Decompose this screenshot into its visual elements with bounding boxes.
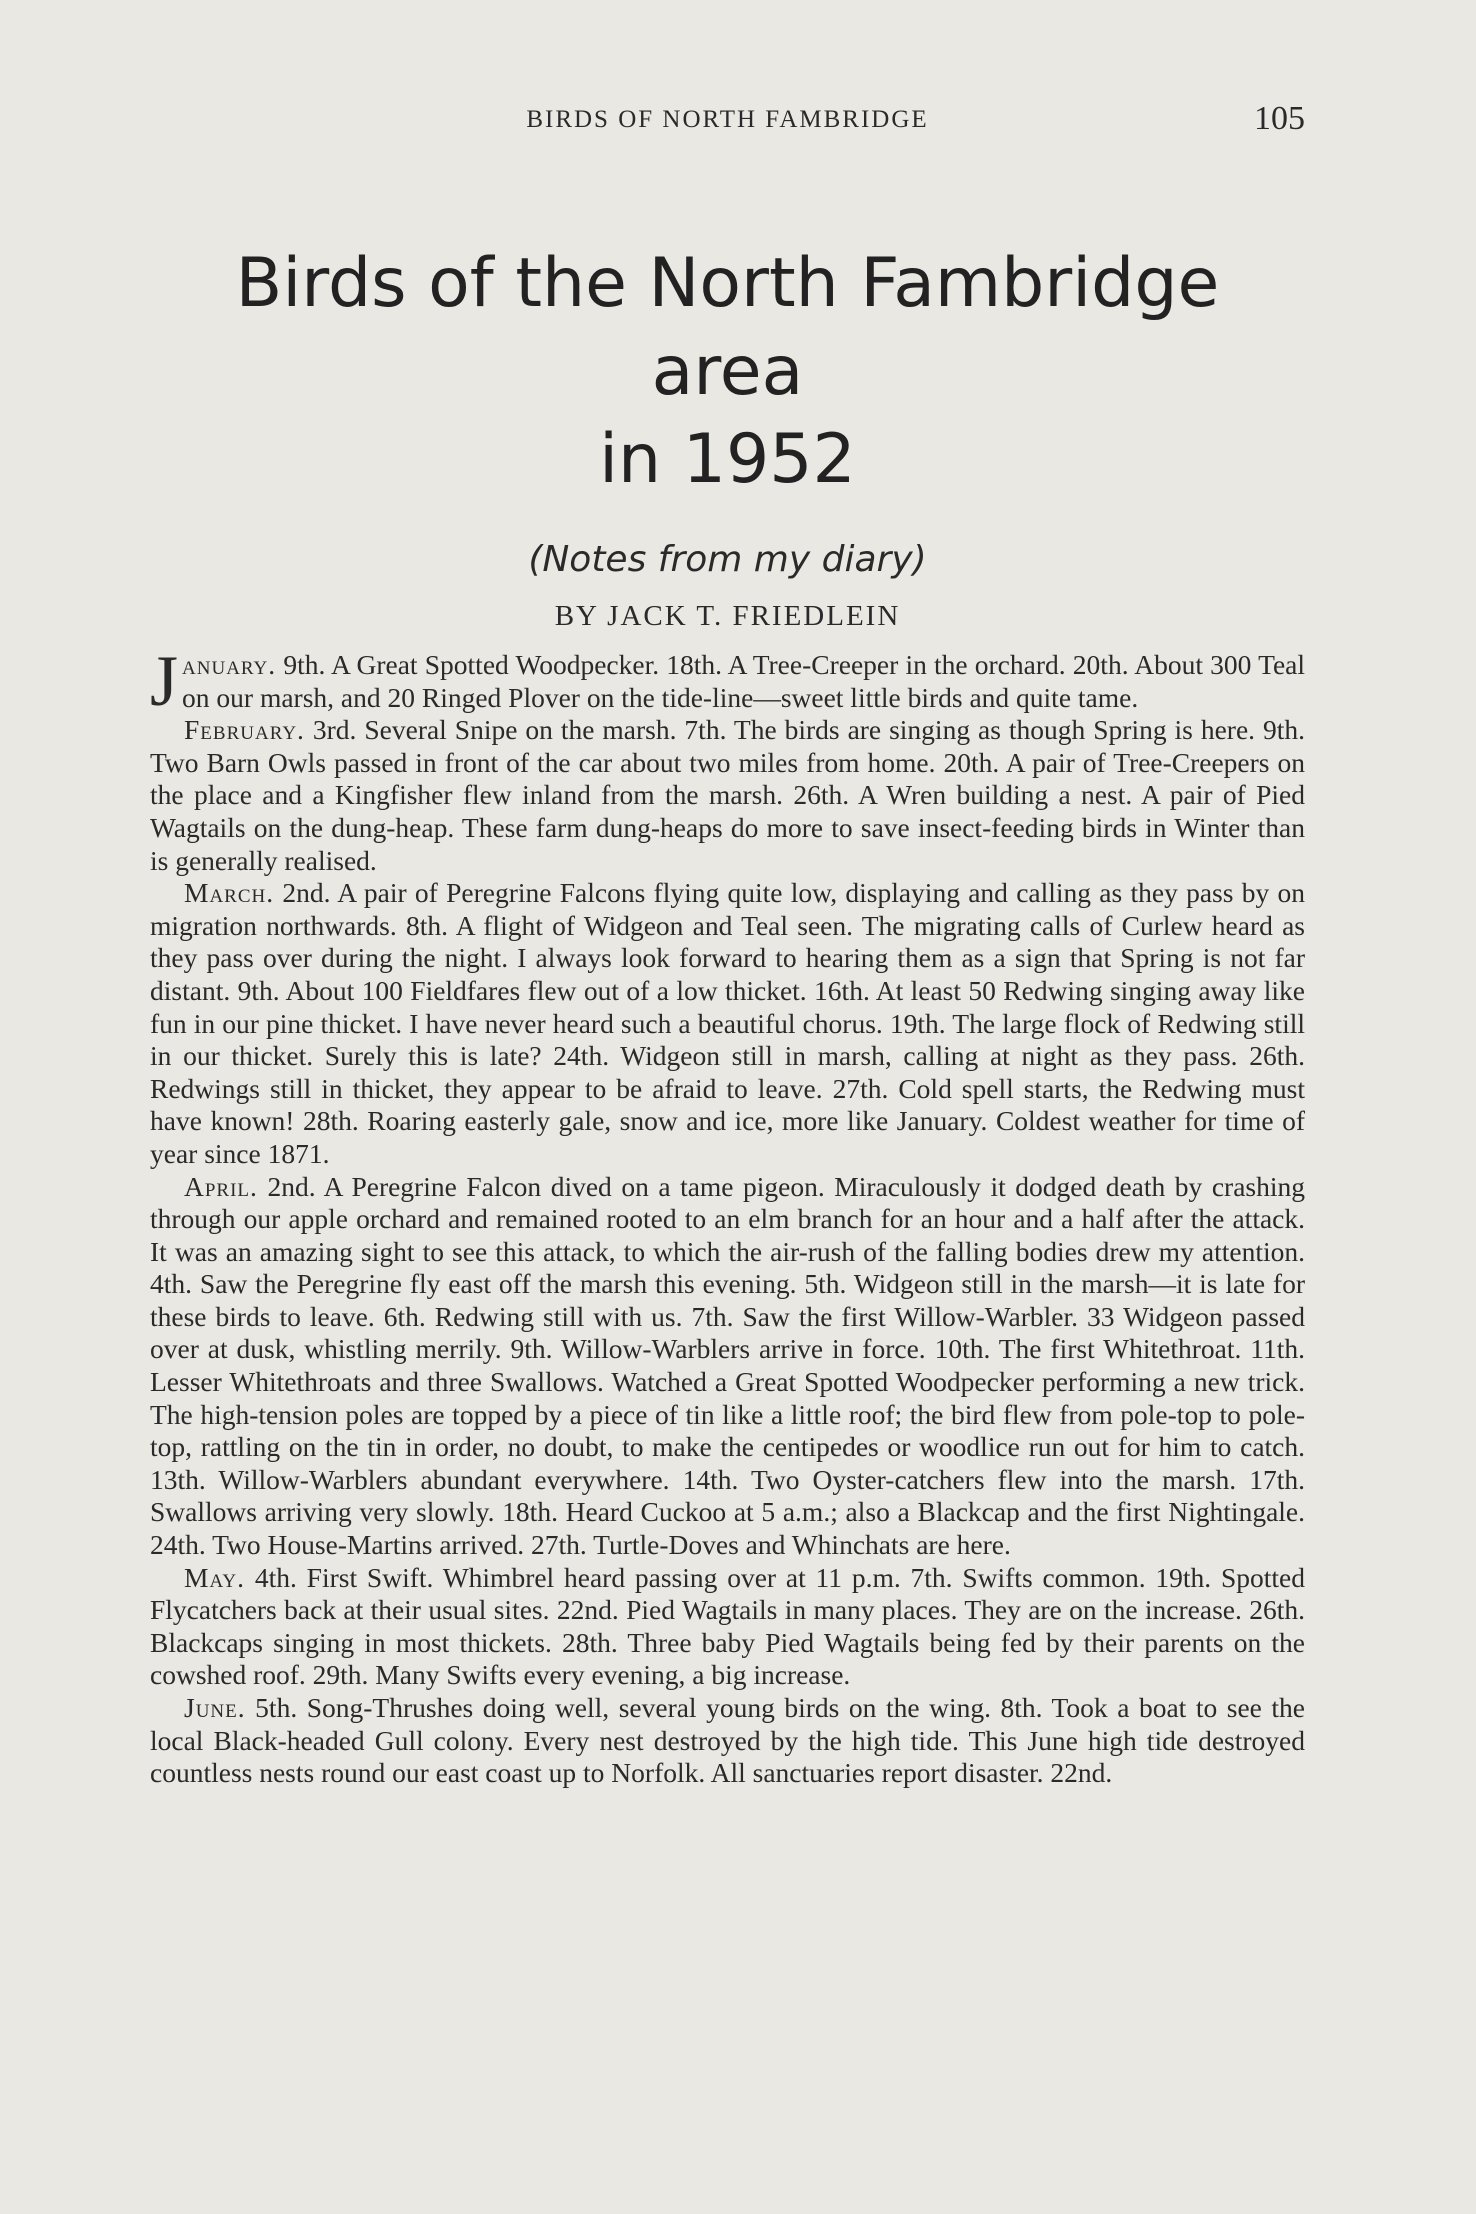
month-label-june: June.	[184, 1692, 246, 1723]
entry-text-february: 3rd. Several Snipe on the marsh. 7th. The birds are singing as though Spring is here. 9th. Two Barn Owls passed in front of the car about two miles from home. 20th. A pair of Tree-Creepers on the place and a Kingfisher flew inland from the marsh. 26th. A Wren building a nest. A pair of Pied Wagtails on the dung-heap. These farm dung-heaps do more to save insect-feeding birds in Winter than is generally realised.	[150, 714, 1305, 876]
month-label-april: April.	[184, 1170, 258, 1202]
entry-march	[150, 877, 1305, 1170]
book-page	[150, 92, 1305, 1790]
entry-may	[150, 1562, 1305, 1692]
entry-text-april: 2nd. A Peregrine Falcon dived on a tame pigeon. Miraculously it dodged death by crashing through our apple orchard and remained rooted to an elm branch for an hour and a half after the attack. It was an amazing sight to see this attack, to which the air-rush of the falling bodies drew my attention. 4th. Saw the Peregrine fly east off the marsh this evening. 5th. Widgeon still in the marsh—it is late for these birds to leave. 6th. Redwing still with us. 7th. Saw the first Willow-Warbler. 33 Widgeon passed over at dusk, whistling merrily. 9th. Willow-Warblers arrive in force. 10th. The first Whitethroat. 11th. Lesser Whitethroats and three Swallows. Watched a Great Spotted Woodpecker performing a new trick. The high-tension poles are topped by a piece of tin like a little roof; the bird flew from pole-top to pole-top, rattling on the tin in order, no doubt, to make the centipedes or woodlice run out for him to catch. 13th. Willow-Warblers abundant everywhere. 14th. Two Oyster-catchers flew into the marsh. 17th. Swallows arriving very slowly. 18th. Heard Cuckoo at 5 a.m.; also a Blackcap and the first Nightingale. 24th. Two House-Martins arrived. 27th. Turtle-Doves and Whinchats are here.	[150, 1170, 1305, 1561]
article-body	[150, 641, 1305, 1790]
month-label-january: anuary.	[182, 649, 277, 680]
month-label-march: March.	[184, 877, 275, 909]
entry-text-march: 2nd. A pair of Peregrine Falcons flying quite low, displaying and calling as they pass by on migration northwards. 8th. A flight of Widgeon and Teal seen. The migrating calls of Curlew heard as they pass over during the night. I always look forward to hearing them as a sign that Spring is not far distant. 9th. About 100 Fieldfares flew out of a low thicket. 16th. At least 50 Redwing singing away like fun in our pine thicket. I have never heard such a beautiful chorus. 19th. The large flock of Redwing still in our thicket. Surely this is late? 24th. Widgeon still in marsh, calling at night as they pass. 26th. Redwings still in thicket, they appear to be afraid to leave. 27th. Cold spell starts, the Redwing must have known! 28th. Roaring easterly gale, snow and ice, more like January. Coldest weather for time of year since 1871.	[150, 877, 1305, 1169]
article-title	[150, 240, 1305, 504]
article-title-line-2: in 1952	[599, 420, 856, 499]
entry-june	[150, 1692, 1305, 1790]
article-title-line-1: Birds of the North Fambridge area	[235, 244, 1220, 411]
running-head-title: BIRDS OF NORTH FAMBRIDGE	[526, 106, 929, 133]
month-label-february: February.	[184, 714, 305, 746]
month-label-may: May.	[184, 1561, 246, 1593]
entry-february	[150, 714, 1305, 877]
entry-january	[150, 641, 1305, 721]
entry-text-january: 9th. A Great Spotted Woodpecker. 18th. A Tree-Creeper in the orchard. 20th. About 300 Teal on our marsh, and 20 Ringed Plover on the tide-line—sweet little birds and quite tame.	[182, 649, 1305, 713]
drop-cap: J	[150, 641, 179, 721]
article-subtitle: (Notes from my diary)	[528, 539, 927, 580]
entry-text-june: 5th. Song-Thrushes doing well, several young birds on the wing. 8th. Took a boat to see the local Black-headed Gull colony. Every nest destroyed by the high tide. This June high tide destroyed countless nests round our east coast up to Norfolk. All sanctuaries report disaster. 22nd.	[150, 1692, 1305, 1789]
page-number: 105	[1254, 100, 1305, 137]
article-byline: BY JACK T. FRIEDLEIN	[554, 600, 901, 632]
entry-text-may: 4th. First Swift. Whimbrel heard passing over at 11 p.m. 7th. Swifts common. 19th. Spotted Flycatchers back at their usual sites. 22nd. Pied Wagtails in many places. They are on the increase. 26th. Blackcaps singing in most thickets. 28th. Three baby Pied Wagtails being fed by their parents on the cowshed roof. 29th. Many Swifts every evening, a big increase.	[150, 1561, 1305, 1691]
entry-april	[150, 1171, 1305, 1562]
running-head	[150, 92, 1305, 142]
